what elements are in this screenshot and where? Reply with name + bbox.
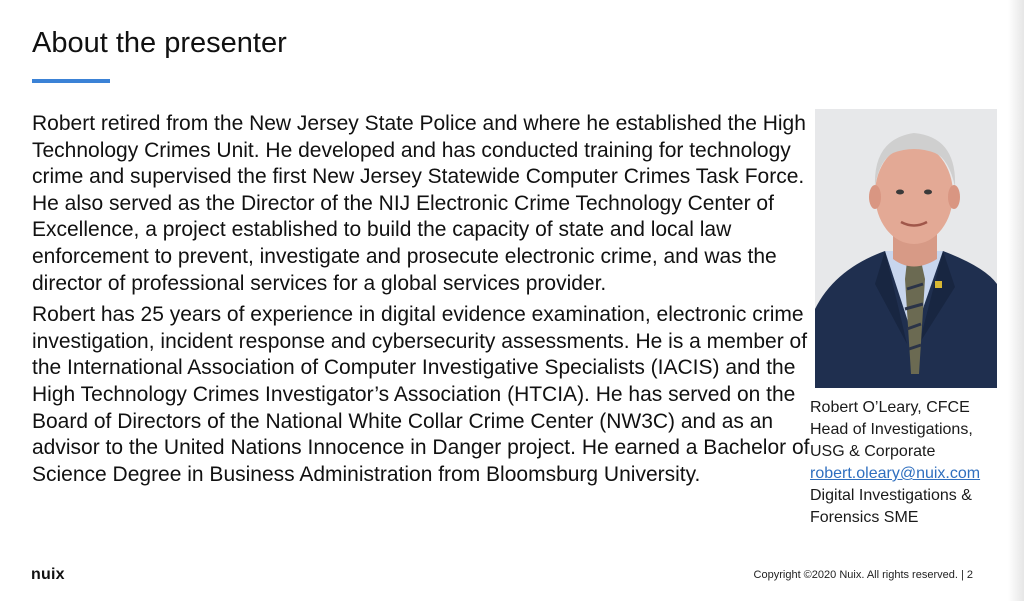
presenter-email-link[interactable]: robert.oleary@nuix.com <box>810 465 981 482</box>
nuix-logo: nuix <box>31 566 65 583</box>
presenter-caption <box>810 397 1020 529</box>
title-accent-bar <box>32 79 110 83</box>
presenter-department-line: Forensics SME <box>810 509 919 526</box>
presenter-photo <box>815 109 997 388</box>
portrait-icon <box>815 109 997 388</box>
copyright-footer: Copyright ©2020 Nuix. All rights reserved. | 2 <box>753 569 973 581</box>
presenter-name: Robert O’Leary, CFCE <box>810 399 970 416</box>
presenter-department-line: Digital Investigations & <box>810 487 972 504</box>
bio-paragraph: Robert retired from the New Jersey State Police and where he established the High Technology Crimes Unit. He developed and has conducted training for technology crime and supervised the first New Jersey Statewide Computer Crimes Task Force. He also served as the Director of the NIJ Electronic Crime Technology Center of Excellence, a project established to build the capacity of state and local law enforcement to prevent, investigate and prosecute electronic crime, and was the director of professional services for a global services provider. <box>32 112 806 295</box>
slide-title: About the presenter <box>32 27 287 59</box>
bio-paragraph: Robert has 25 years of experience in digital evidence examination, electronic crime investigation, incident response and cybersecurity assessments. He is a member of the International Association of Computer Investigative Specialists (IACIS) and the High Technology Crimes Investigator’s Association (HTCIA). He has served on the Board of Directors of the National White Collar Crime Center (NW3C) and as an advisor to the United Nations Innocence in Danger project. He earned a Bachelor of Science Degree in Business Administration from Bloomsburg University. <box>32 303 810 486</box>
presenter-role-line: Head of Investigations, <box>810 421 973 438</box>
bio-text <box>32 111 812 488</box>
presenter-role-line: USG & Corporate <box>810 443 936 460</box>
